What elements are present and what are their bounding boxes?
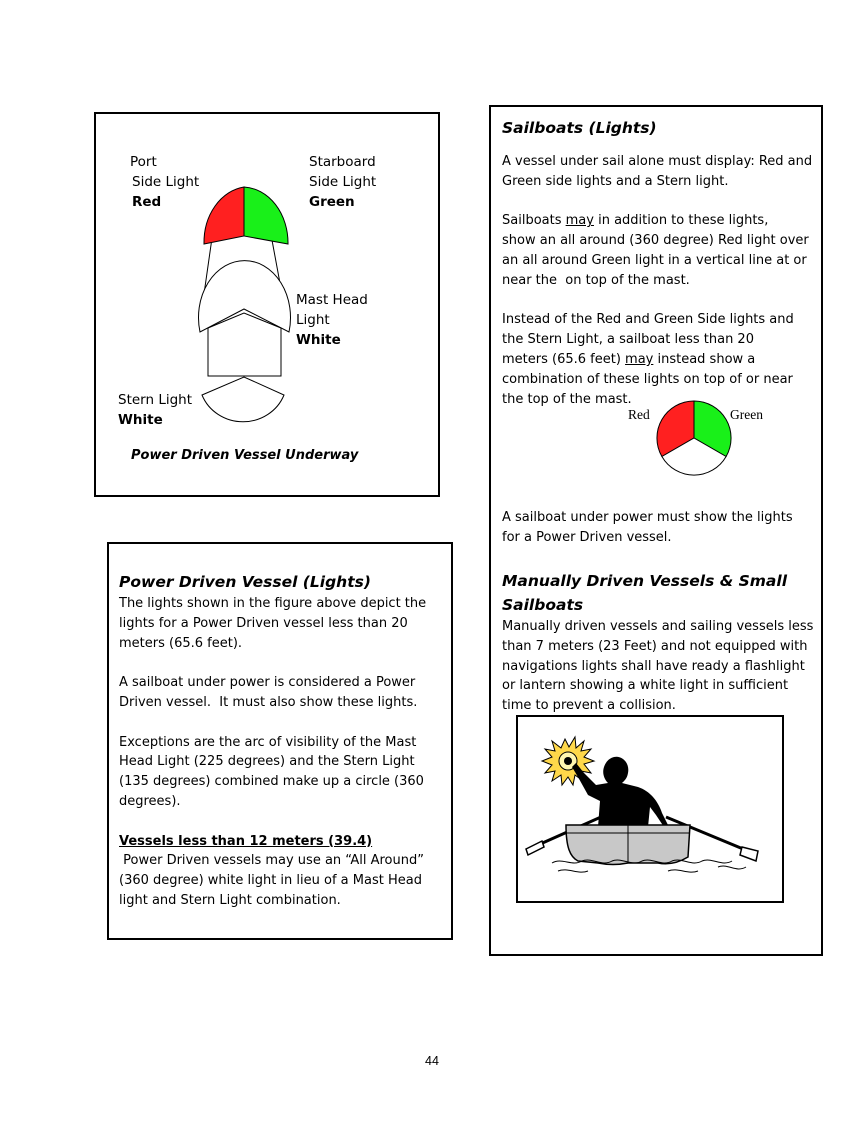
starboard-label-line1: Starboard <box>309 154 376 170</box>
page-number: 44 <box>425 1054 439 1068</box>
tricolor-red-label: Red <box>628 407 650 422</box>
sail-p3-line <box>502 350 821 370</box>
sail-p2-line: near the on top of the mast. <box>502 272 690 288</box>
sail-p1 <box>502 152 821 192</box>
power-p1 <box>119 594 451 653</box>
tricolor-light-diagram <box>654 399 734 477</box>
power-p3-line: Head Light (225 degrees) and the Stern Light <box>119 754 415 770</box>
starboard-label <box>309 152 376 212</box>
stern-label-line1: Stern Light <box>118 392 193 408</box>
tricolor-green-label: Green <box>730 407 763 422</box>
sail-p2-post: in addition to these lights, <box>593 213 769 229</box>
power-p1-line: lights for a Power Driven vessel less than 20 <box>119 615 408 631</box>
masthead-label-line1: Mast Head <box>296 292 368 308</box>
sail-p2-pre: Sailboats <box>502 213 566 229</box>
starboard-color-label: Green <box>309 194 355 210</box>
sail-p1-line: Green side lights and a Stern light. <box>502 173 729 189</box>
sail-p4-line: for a Power Driven vessel. <box>502 530 672 546</box>
power-heading: Power Driven Vessel (Lights) <box>119 573 371 591</box>
sail-p5-line: than 7 meters (23 Feet) and not equipped with <box>502 638 808 654</box>
masthead-label-line2: Light <box>296 312 330 328</box>
figure-caption: Power Driven Vessel Underway <box>131 448 359 463</box>
power-p2-line: A sailboat under power is considered a Power <box>119 675 416 691</box>
port-light-sector <box>204 187 244 244</box>
power-p4 <box>119 832 451 911</box>
starboard-light-sector <box>244 187 288 244</box>
manual-heading-line1: Manually Driven Vessels & Small <box>502 571 788 590</box>
sail-p3-line: combination of these lights on top of or near <box>502 371 793 387</box>
power-p2 <box>119 673 451 713</box>
sail-p5-line: time to prevent a collision. <box>502 698 676 714</box>
stern-light-sector <box>202 377 284 422</box>
sailboats-heading: Sailboats (Lights) <box>502 119 657 137</box>
sail-p3-post: instead show a <box>653 351 756 367</box>
port-label-line2: Side Light <box>132 174 200 190</box>
power-p2-line: Driven vessel. It must also show these lights. <box>119 694 418 710</box>
power-p3-line: Exceptions are the arc of visibility of the Mast <box>119 734 417 750</box>
manual-vessels-heading <box>502 569 821 617</box>
sail-p5-line: Manually driven vessels and sailing vessels less <box>502 618 814 634</box>
small-vessels-subheading: Vessels less than 12 meters (39.4) <box>119 833 373 849</box>
sail-p3-pre: meters (65.6 feet) <box>502 351 626 367</box>
stern-color-label: White <box>118 412 163 428</box>
sail-p5-line: navigations lights shall have ready a flashlight <box>502 658 805 674</box>
masthead-label <box>296 290 368 350</box>
stern-label <box>118 390 192 430</box>
sail-p3 <box>502 310 821 409</box>
sail-p3-line: Instead of the Red and Green Side lights and <box>502 312 794 328</box>
power-p3 <box>119 733 451 812</box>
manual-heading-line2: Sailboats <box>502 595 584 614</box>
power-p4-line: light and Stern Light combination. <box>119 892 341 908</box>
rowboat-illustration-frame <box>516 715 784 903</box>
starboard-label-line2: Side Light <box>309 174 377 190</box>
power-p1-line: The lights shown in the figure above depict the <box>119 596 427 611</box>
sail-p3-may: may <box>625 351 654 367</box>
port-label-line1: Port <box>130 154 157 170</box>
sail-p2-line: an all around Green light in a vertical line at or <box>502 252 807 268</box>
sail-p4 <box>502 508 821 548</box>
sail-p3-line: the Stern Light, a sailboat less than 20 <box>502 332 754 348</box>
sail-p5-line: or lantern showing a white light in sufficient <box>502 678 789 694</box>
sailboats-box <box>489 105 823 956</box>
vessel-lights-figure <box>94 112 440 497</box>
sail-p1-line: A vessel under sail alone must display: Red and <box>502 154 813 169</box>
power-p4-line: Power Driven vessels may use an “All Around” <box>119 853 424 869</box>
power-driven-box <box>107 542 453 940</box>
power-p3-line: degrees). <box>119 793 181 809</box>
port-color-label: Red <box>132 194 162 210</box>
power-p3-line: (135 degrees) combined make up a circle (360 <box>119 774 424 790</box>
masthead-color-label: White <box>296 332 341 348</box>
power-p1-line: meters (65.6 feet). <box>119 635 243 651</box>
sail-p5 <box>502 617 821 716</box>
sail-p2-may: may <box>565 213 594 229</box>
power-p4-line: (360 degree) white light in lieu of a Mast Head <box>119 873 422 889</box>
port-label <box>130 152 199 212</box>
sail-p4-line: A sailboat under power must show the lights <box>502 510 793 526</box>
rowboat-illustration <box>518 717 782 901</box>
sail-p3-line: the top of the mast. <box>502 391 632 407</box>
sail-p2-line <box>502 211 821 231</box>
sail-p2-line: show an all around (360 degree) Red light over <box>502 233 809 249</box>
sail-p2 <box>502 211 821 290</box>
